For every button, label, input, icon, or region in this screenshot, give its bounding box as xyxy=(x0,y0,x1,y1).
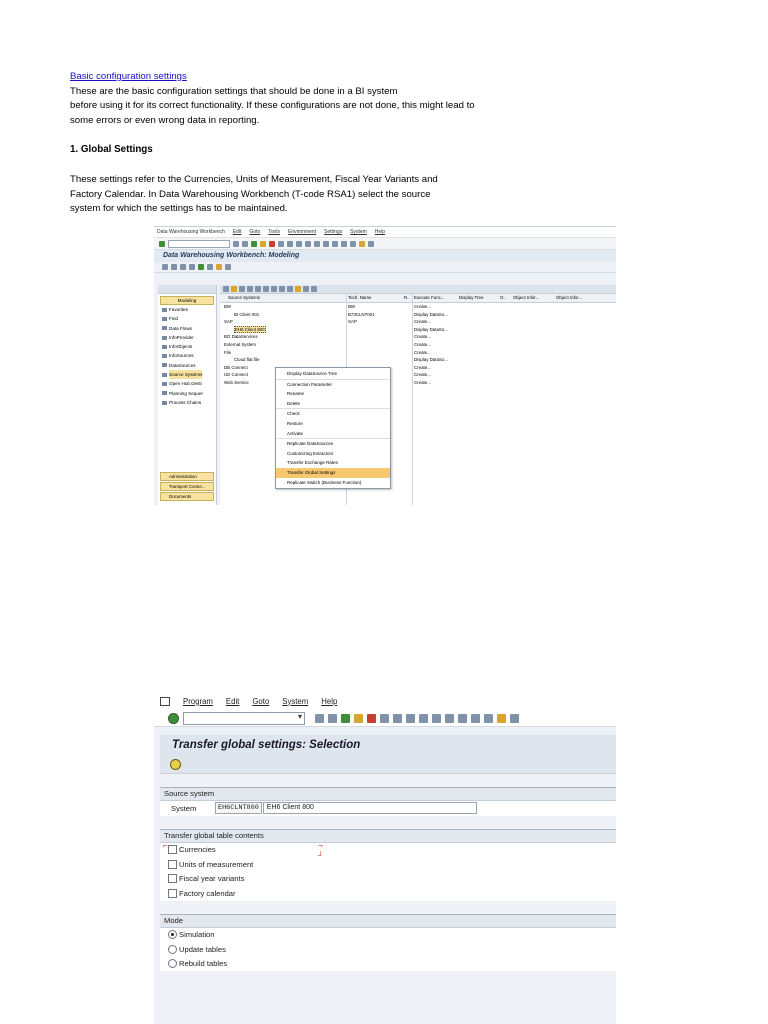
last-page-icon[interactable] xyxy=(458,714,467,723)
tree-row-selected[interactable]: EH6 Client 800 Display DataSo... xyxy=(235,326,448,332)
dww-body xyxy=(156,285,616,505)
table-icon[interactable] xyxy=(225,264,231,270)
nav-documents[interactable]: Documents xyxy=(160,492,214,501)
new-session-icon[interactable] xyxy=(471,714,480,723)
object-icon[interactable] xyxy=(180,264,186,270)
nav-toolbar xyxy=(158,285,216,294)
binoculars-icon xyxy=(162,317,167,321)
tgs-app-toolbar xyxy=(160,755,616,774)
infoobject-icon xyxy=(162,345,167,349)
menu-edit[interactable]: Edit xyxy=(232,229,242,235)
fiscal-year-checkbox[interactable] xyxy=(168,874,177,883)
datasource-icon xyxy=(162,363,167,367)
basic-config-link[interactable]: Basic configuration settings xyxy=(70,71,187,82)
tree-tool-icon[interactable] xyxy=(271,286,277,292)
arrow-left-icon[interactable] xyxy=(162,264,168,270)
menu-tools[interactable]: Tools xyxy=(268,229,280,235)
tree-tool-icon[interactable] xyxy=(247,286,253,292)
menu-help[interactable]: Help xyxy=(321,696,338,706)
col-source-systems[interactable]: Source Systems xyxy=(228,295,260,300)
ctx-transfer-exchange-rates[interactable]: Transfer Exchange Rates xyxy=(287,460,338,466)
last-page-icon[interactable] xyxy=(332,241,338,247)
update-tables-radio[interactable] xyxy=(168,945,177,954)
body-line: Factory Calendar. In Data Warehousing Workbench (T-code RSA1) select the source xyxy=(70,188,431,200)
nav-item-favorites[interactable]: Favorites xyxy=(158,305,216,314)
update-tables-radio-row[interactable] xyxy=(160,942,616,957)
shortcut-icon[interactable] xyxy=(484,714,493,723)
dww-menubar xyxy=(154,227,616,238)
ctx-transfer-global-settings[interactable]: Transfer Global Settings xyxy=(276,468,390,478)
new-session-icon[interactable] xyxy=(341,241,347,247)
units-checkbox-row[interactable] xyxy=(160,857,616,872)
dww-toolbar xyxy=(154,238,616,250)
tree-tool-icon[interactable] xyxy=(287,286,293,292)
transfer-settings-screenshot xyxy=(154,692,616,1024)
help-icon[interactable] xyxy=(497,714,506,723)
enter-icon[interactable] xyxy=(168,713,179,724)
system-field[interactable]: EH6CLNT800 xyxy=(215,802,262,814)
mode-group-title: Mode xyxy=(160,915,616,928)
dataflow-icon xyxy=(162,326,167,330)
menu-environment[interactable]: Environment xyxy=(287,229,317,235)
menu-system[interactable]: System xyxy=(282,696,309,706)
display-icon[interactable] xyxy=(189,264,195,270)
ctx-rename[interactable]: Rename xyxy=(287,391,305,397)
ctx-connection-parameter[interactable]: Connection Parameter xyxy=(276,379,390,390)
nav-item-infoprovider[interactable]: InfoProvider xyxy=(158,333,216,342)
ctx-delete[interactable]: Delete xyxy=(287,400,301,406)
find-next-icon[interactable] xyxy=(406,714,415,723)
monitor-icon[interactable] xyxy=(207,264,213,270)
currencies-checkbox[interactable] xyxy=(168,845,177,854)
focus-corner: ┘ xyxy=(318,850,324,860)
nav-item-open-hub[interactable]: Open Hub Desti xyxy=(158,379,216,388)
rebuild-tables-radio[interactable] xyxy=(168,959,177,968)
tree-tool-icon[interactable] xyxy=(263,286,269,292)
infosource-icon xyxy=(162,354,167,358)
layout-icon[interactable] xyxy=(510,714,519,723)
ctx-activate[interactable]: Activate xyxy=(287,430,304,436)
source-system-group xyxy=(160,787,616,816)
nav-item-infosources[interactable]: InfoSources xyxy=(158,351,216,360)
infoprovider-icon xyxy=(162,336,167,340)
prev-page-icon[interactable] xyxy=(432,714,441,723)
tree-row[interactable]: Cloud flat file Display DataSo... xyxy=(234,357,448,363)
nav-item-process-chains[interactable]: Process Chains xyxy=(158,398,216,407)
nav-item-datasources[interactable]: DataSources xyxy=(158,361,216,370)
nav-transport[interactable]: Transport Conne... xyxy=(160,482,214,491)
next-page-icon[interactable] xyxy=(323,241,329,247)
enter-icon[interactable] xyxy=(159,241,165,247)
exit-icon[interactable] xyxy=(260,241,266,247)
tree-row[interactable]: SAP SAP Create... xyxy=(224,319,431,325)
transfer-group-title: Transfer global table contents xyxy=(160,830,616,843)
back-green-icon[interactable] xyxy=(251,241,257,247)
tree-tool-icon[interactable] xyxy=(303,286,309,292)
execute-icon[interactable] xyxy=(170,759,181,770)
rebuild-tables-label: Rebuild tables xyxy=(179,959,228,969)
simulation-radio[interactable] xyxy=(168,930,177,939)
dww-screenshot xyxy=(154,226,616,505)
cancel-icon[interactable] xyxy=(367,714,376,723)
ctx-check[interactable]: Check xyxy=(276,408,390,419)
command-field[interactable] xyxy=(168,240,230,248)
nav-administration[interactable]: Administration xyxy=(160,472,214,481)
process-chain-icon xyxy=(162,401,167,405)
tree-row[interactable]: BW BW Create... xyxy=(224,304,431,309)
menu-settings[interactable]: Settings xyxy=(324,229,343,235)
back-green-icon[interactable] xyxy=(341,714,350,723)
body-line: system for which the settings has to be maintained. xyxy=(70,203,288,215)
cancel-icon[interactable] xyxy=(269,241,275,247)
factory-calendar-checkbox-row[interactable] xyxy=(160,886,616,901)
units-checkbox[interactable] xyxy=(168,860,177,869)
col-tech-name[interactable]: Tech. Name xyxy=(348,295,372,300)
focus-corner: ¬ xyxy=(318,840,323,850)
ctx-display-datasource-tree[interactable]: Display DataSource Tree xyxy=(287,371,338,376)
nav-item-find[interactable]: Find xyxy=(158,314,216,323)
shortcut-icon[interactable] xyxy=(350,241,356,247)
system-row xyxy=(160,801,616,816)
menu-help[interactable]: Help xyxy=(374,229,386,235)
activate-icon[interactable] xyxy=(198,264,204,270)
col-o[interactable]: O.. xyxy=(500,295,506,300)
factory-calendar-checkbox[interactable] xyxy=(168,889,177,898)
nav-item-planning[interactable]: Planning Sequer xyxy=(158,389,216,398)
back-icon[interactable] xyxy=(233,241,239,247)
tgs-title: Transfer global settings: Selection xyxy=(160,735,616,755)
menu-dww[interactable]: Data Warehousing Workbench xyxy=(157,229,225,235)
save-icon[interactable] xyxy=(328,714,337,723)
menu-goto[interactable]: Goto xyxy=(249,229,261,235)
simulation-label: Simulation xyxy=(179,930,215,940)
focus-corner: ⌐ xyxy=(163,840,168,850)
tree-tool-icon[interactable] xyxy=(231,286,237,292)
transfer-group xyxy=(160,829,616,901)
menu-program[interactable]: Program xyxy=(183,696,213,706)
command-field[interactable] xyxy=(183,712,305,725)
print-icon[interactable] xyxy=(380,714,389,723)
mode-group xyxy=(160,914,616,972)
fiscal-year-label: Fiscal year variants xyxy=(179,874,245,884)
context-menu xyxy=(275,367,391,489)
dww-title: Data Warehousing Workbench: Modeling xyxy=(154,250,616,262)
section-heading: 1. Global Settings xyxy=(70,144,153,156)
tree-row[interactable]: External System Create... xyxy=(224,341,431,347)
ctx-replicate-switch[interactable]: Replicate Switch (Business Function) xyxy=(287,479,362,485)
source-system-group-title: Source system xyxy=(160,788,616,801)
first-page-icon[interactable] xyxy=(419,714,428,723)
system-description: EH6 Client 800 xyxy=(263,802,477,814)
nav-item-source-systems[interactable]: Source Systems xyxy=(158,370,216,379)
col-r[interactable]: R.. xyxy=(404,295,410,300)
tree-row[interactable]: BI Client 001 B73CLNT001 Display DataSo... xyxy=(234,311,448,317)
body-line: These settings refer to the Currencies, Units of Measurement, Fiscal Year Variants and xyxy=(70,173,438,185)
prev-page-icon[interactable] xyxy=(314,241,320,247)
settings-icon[interactable] xyxy=(216,264,222,270)
currencies-label: Currencies xyxy=(179,845,216,855)
menu-goto[interactable]: Goto xyxy=(252,696,270,706)
col-object-info-1[interactable]: Object Infor... xyxy=(513,295,540,300)
tree-row[interactable]: File Create... xyxy=(224,349,431,355)
tree-header xyxy=(220,294,616,303)
folder-icon xyxy=(162,308,167,312)
tree-row[interactable]: DB Connect Create... xyxy=(224,364,431,370)
tree-tool-icon[interactable] xyxy=(223,286,229,292)
print-icon[interactable] xyxy=(278,241,284,247)
find-icon[interactable] xyxy=(393,714,402,723)
tree-row[interactable]: UD Connect Create... xyxy=(224,372,431,378)
currencies-checkbox-row[interactable] xyxy=(160,840,616,858)
nav-modeling[interactable]: Modeling xyxy=(160,296,214,305)
find-icon[interactable] xyxy=(287,241,293,247)
units-label: Units of measurement xyxy=(179,859,254,869)
tree-row[interactable]: Web Service Create... xyxy=(224,379,431,385)
tree-tool-icon[interactable] xyxy=(279,286,285,292)
menu-edit[interactable]: Edit xyxy=(225,696,240,706)
col-display-tree[interactable]: Display Tree xyxy=(459,295,484,300)
layout-icon[interactable] xyxy=(368,241,374,247)
system-label: System xyxy=(171,803,197,813)
ctx-customizing-extractors[interactable]: Customizing Extractors xyxy=(287,450,334,456)
intro-line: some errors or even wrong data in reporting. xyxy=(70,114,260,126)
back-icon[interactable] xyxy=(315,714,324,723)
dww-app-toolbar xyxy=(154,262,616,273)
tgs-toolbar xyxy=(154,710,616,727)
next-page-icon[interactable] xyxy=(445,714,454,723)
tgs-menubar xyxy=(154,692,616,710)
intro-line: before using it for its correct functionality. If these configurations are not done, this might lead to xyxy=(70,100,475,112)
source-system-icon xyxy=(162,373,167,377)
ctx-replicate-datasources[interactable]: Replicate DataSources xyxy=(276,438,390,449)
first-page-icon[interactable] xyxy=(305,241,311,247)
factory-calendar-label: Factory calendar xyxy=(179,888,236,898)
planning-icon xyxy=(162,391,167,395)
nav-item-data-flows[interactable]: Data Flows xyxy=(158,324,216,333)
tree-tool-icon[interactable] xyxy=(255,286,261,292)
fiscal-year-checkbox-row[interactable] xyxy=(160,872,616,887)
system-menu-icon[interactable] xyxy=(160,697,170,706)
open-hub-icon xyxy=(162,382,167,386)
exit-icon[interactable] xyxy=(354,714,363,723)
tree-tool-icon[interactable] xyxy=(311,286,317,292)
tree-toolbar xyxy=(220,285,616,294)
col-execute-func[interactable]: Execute Func... xyxy=(414,295,445,300)
tree-row[interactable]: BO DataServices Create... xyxy=(224,334,431,340)
menu-system[interactable]: System xyxy=(350,229,367,235)
intro-line: These are the basic configuration settings that should be done in a BI system xyxy=(70,85,398,97)
tree-tool-icon[interactable] xyxy=(295,286,301,292)
simulation-radio-row[interactable] xyxy=(160,928,616,943)
tree-tool-icon[interactable] xyxy=(239,286,245,292)
rebuild-tables-radio-row[interactable] xyxy=(160,957,616,972)
update-tables-label: Update tables xyxy=(179,944,226,954)
col-object-info-2[interactable]: Object Infor... xyxy=(556,295,583,300)
document-body xyxy=(70,70,530,217)
nav-pane xyxy=(158,285,217,505)
save-icon[interactable] xyxy=(242,241,248,247)
help-icon[interactable] xyxy=(359,241,365,247)
nav-item-infoobjects[interactable]: InfoObjects xyxy=(158,342,216,351)
arrow-right-icon[interactable] xyxy=(171,264,177,270)
find-next-icon[interactable] xyxy=(296,241,302,247)
ctx-restore[interactable]: Restore xyxy=(287,420,303,426)
